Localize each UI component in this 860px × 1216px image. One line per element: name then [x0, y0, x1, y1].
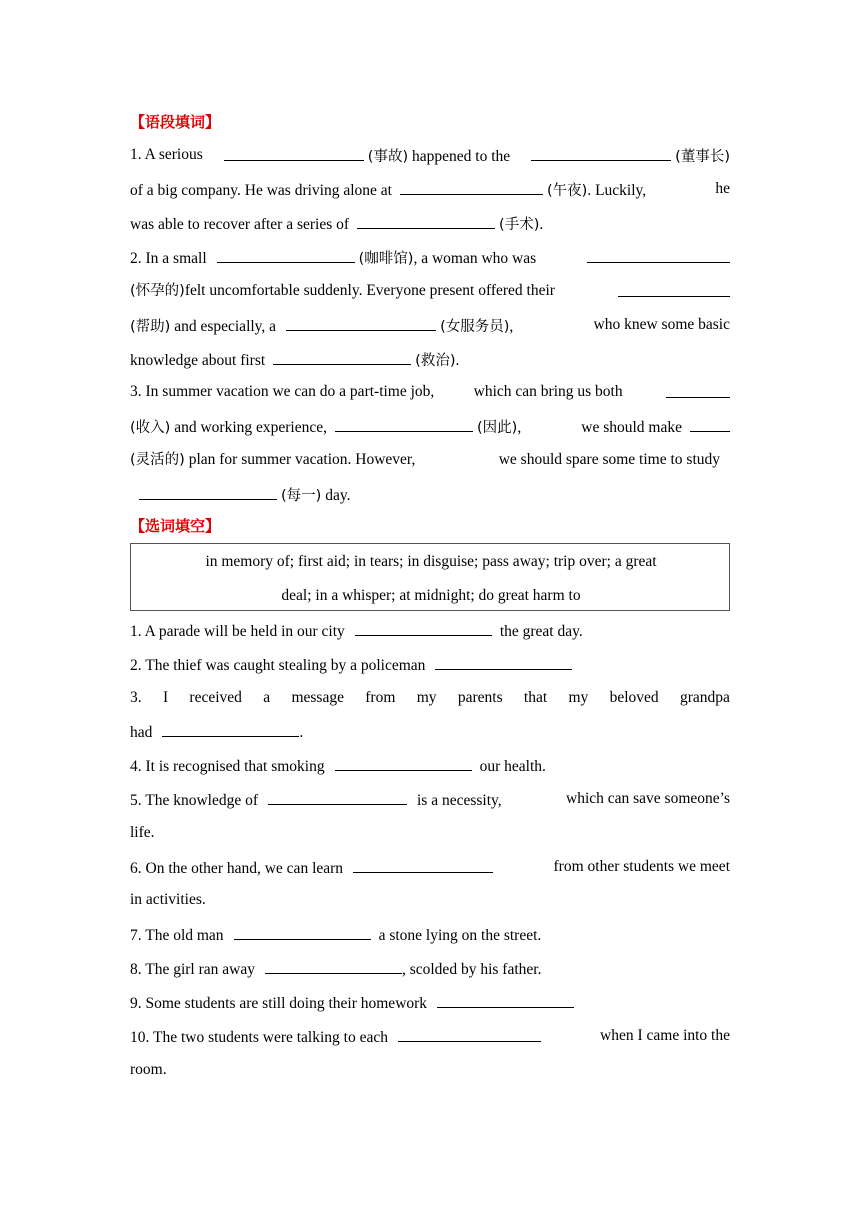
- word: I: [162, 689, 169, 706]
- hint: (午夜): [547, 183, 588, 199]
- word: my: [416, 689, 437, 706]
- hint: (董事长): [675, 149, 730, 165]
- answer-blank[interactable]: [353, 857, 493, 873]
- passage-3-line-2: [130, 416, 730, 438]
- text: was able to recover after a series of: [130, 216, 350, 233]
- text: .: [299, 724, 304, 741]
- text: a stone lying on the street.: [378, 927, 542, 944]
- hint: (怀孕的): [130, 283, 185, 299]
- answer-blank[interactable]: [268, 789, 407, 805]
- word: received: [189, 689, 242, 706]
- word: 3.: [130, 689, 142, 706]
- text: 7. The old man: [130, 927, 224, 944]
- passage-2-line-2: [130, 281, 730, 301]
- question-9: [130, 992, 730, 1014]
- answer-blank[interactable]: [335, 416, 473, 432]
- question-7: [130, 924, 730, 946]
- question-4: [130, 755, 730, 777]
- word: beloved: [609, 689, 659, 706]
- hint: (收入): [130, 420, 171, 436]
- text: knowledge about first: [130, 352, 266, 369]
- question-3-line-1: [130, 688, 730, 708]
- question-6-line-1: [130, 857, 730, 879]
- text: and working experience,: [170, 419, 327, 436]
- hint: (每一): [281, 488, 322, 504]
- text: 8. The girl ran away: [130, 961, 255, 978]
- answer-blank[interactable]: [335, 755, 472, 771]
- question-3-line-2: [130, 721, 730, 743]
- answer-blank[interactable]: [273, 349, 411, 365]
- text: which can bring us both: [473, 383, 623, 400]
- answer-blank[interactable]: [355, 620, 492, 636]
- word-bank-box: [130, 543, 730, 611]
- answer-blank[interactable]: [234, 924, 371, 940]
- answer-blank[interactable]: [690, 416, 730, 432]
- answer-blank[interactable]: [162, 721, 299, 737]
- answer-blank[interactable]: [666, 382, 730, 398]
- text: we should make: [581, 419, 682, 436]
- text: of a big company. He was driving alone at: [130, 182, 392, 199]
- text: day.: [321, 487, 351, 504]
- question-5-line-1: [130, 789, 730, 811]
- text: 4. It is recognised that smoking: [130, 758, 325, 775]
- passage-2-line-3: [130, 315, 730, 337]
- text: he: [715, 180, 730, 197]
- word: message: [291, 689, 344, 706]
- word: that: [523, 689, 548, 706]
- text: 1. A parade will be held in our city: [130, 623, 345, 640]
- text: is a necessity,: [417, 792, 502, 809]
- question-10-line-2: room.: [130, 1061, 167, 1078]
- passage-1-line-1: [130, 145, 730, 167]
- question-6-line-2: in activities.: [130, 891, 206, 908]
- passage-3-line-4: [130, 484, 730, 506]
- text: and especially, a: [170, 318, 277, 335]
- text: . Luckily,: [587, 182, 647, 199]
- passage-3-line-1: [130, 382, 730, 402]
- text: ,: [517, 419, 522, 436]
- text: ,: [509, 318, 514, 335]
- section-heading-choose-words: 【选词填空】: [130, 517, 221, 535]
- passage-1-line-3: [130, 213, 730, 235]
- answer-blank[interactable]: [224, 145, 364, 161]
- text: 2. In a small: [130, 250, 207, 267]
- text: from other students we meet: [553, 858, 730, 875]
- text: 6. On the other hand, we can learn: [130, 860, 344, 877]
- word-bank-line-1: in memory of; first aid; in tears; in disguise; pass away; trip over; a great: [205, 553, 657, 570]
- answer-blank[interactable]: [217, 247, 355, 263]
- text: 5. The knowledge of: [130, 792, 258, 809]
- answer-blank[interactable]: [357, 213, 495, 229]
- answer-blank[interactable]: [587, 247, 730, 263]
- hint: (救治): [415, 353, 456, 369]
- word-bank-line-2: deal; in a whisper; at midnight; do great harm to: [281, 587, 581, 604]
- text: had: [130, 724, 153, 741]
- text: felt uncomfortable suddenly. Everyone present offered their: [184, 282, 555, 299]
- word: a: [263, 689, 271, 706]
- text: who knew some basic: [593, 316, 730, 333]
- section-heading-fill-words: 【语段填词】: [130, 113, 221, 131]
- answer-blank[interactable]: [435, 654, 572, 670]
- passage-2-line-1: [130, 247, 730, 269]
- question-10-line-1: [130, 1026, 730, 1048]
- hint: (咖啡馆): [358, 251, 414, 267]
- question-8: [130, 958, 730, 980]
- question-2: [130, 654, 730, 676]
- answer-blank[interactable]: [400, 179, 543, 195]
- answer-blank[interactable]: [618, 281, 730, 297]
- text: plan for summer vacation. However,: [184, 451, 416, 468]
- hint: (事故): [367, 149, 409, 165]
- hint: (灵活的): [130, 452, 185, 468]
- answer-blank[interactable]: [139, 484, 277, 500]
- passage-1-line-2: [130, 179, 730, 201]
- answer-blank[interactable]: [398, 1026, 541, 1042]
- word: from: [365, 689, 396, 706]
- hint: (因此): [477, 420, 518, 436]
- answer-blank[interactable]: [265, 958, 402, 974]
- question-5-line-2: life.: [130, 824, 155, 841]
- text: our health.: [479, 758, 546, 775]
- text: 9. Some students are still doing their homework: [130, 995, 428, 1012]
- text: 10. The two students were talking to each: [130, 1029, 388, 1046]
- answer-blank[interactable]: [437, 992, 574, 1008]
- text: 2. The thief was caught stealing by a policeman: [130, 657, 426, 674]
- text: 1. A serious: [130, 146, 203, 163]
- text: , a woman who was: [413, 250, 537, 267]
- passage-3-line-3: [130, 450, 720, 470]
- text: , scolded by his father.: [401, 961, 542, 978]
- answer-blank[interactable]: [286, 315, 436, 331]
- text: when I came into the: [600, 1027, 730, 1044]
- text: we should spare some time to study: [498, 451, 720, 468]
- word: my: [568, 689, 589, 706]
- question-1: [130, 620, 730, 642]
- text: the great day.: [499, 623, 583, 640]
- answer-blank[interactable]: [531, 145, 671, 161]
- text: .: [539, 216, 544, 233]
- word: grandpa: [680, 689, 730, 706]
- hint: (女服务员): [440, 319, 510, 335]
- hint: (手术): [499, 217, 540, 233]
- text: which can save someone’s: [566, 790, 730, 807]
- passage-2-line-4: [130, 349, 730, 371]
- hint: (帮助): [130, 319, 171, 335]
- text: 3. In summer vacation we can do a part-time job,: [130, 383, 435, 400]
- word: parents: [457, 689, 503, 706]
- text: happened to the: [408, 148, 511, 165]
- text: .: [455, 352, 460, 369]
